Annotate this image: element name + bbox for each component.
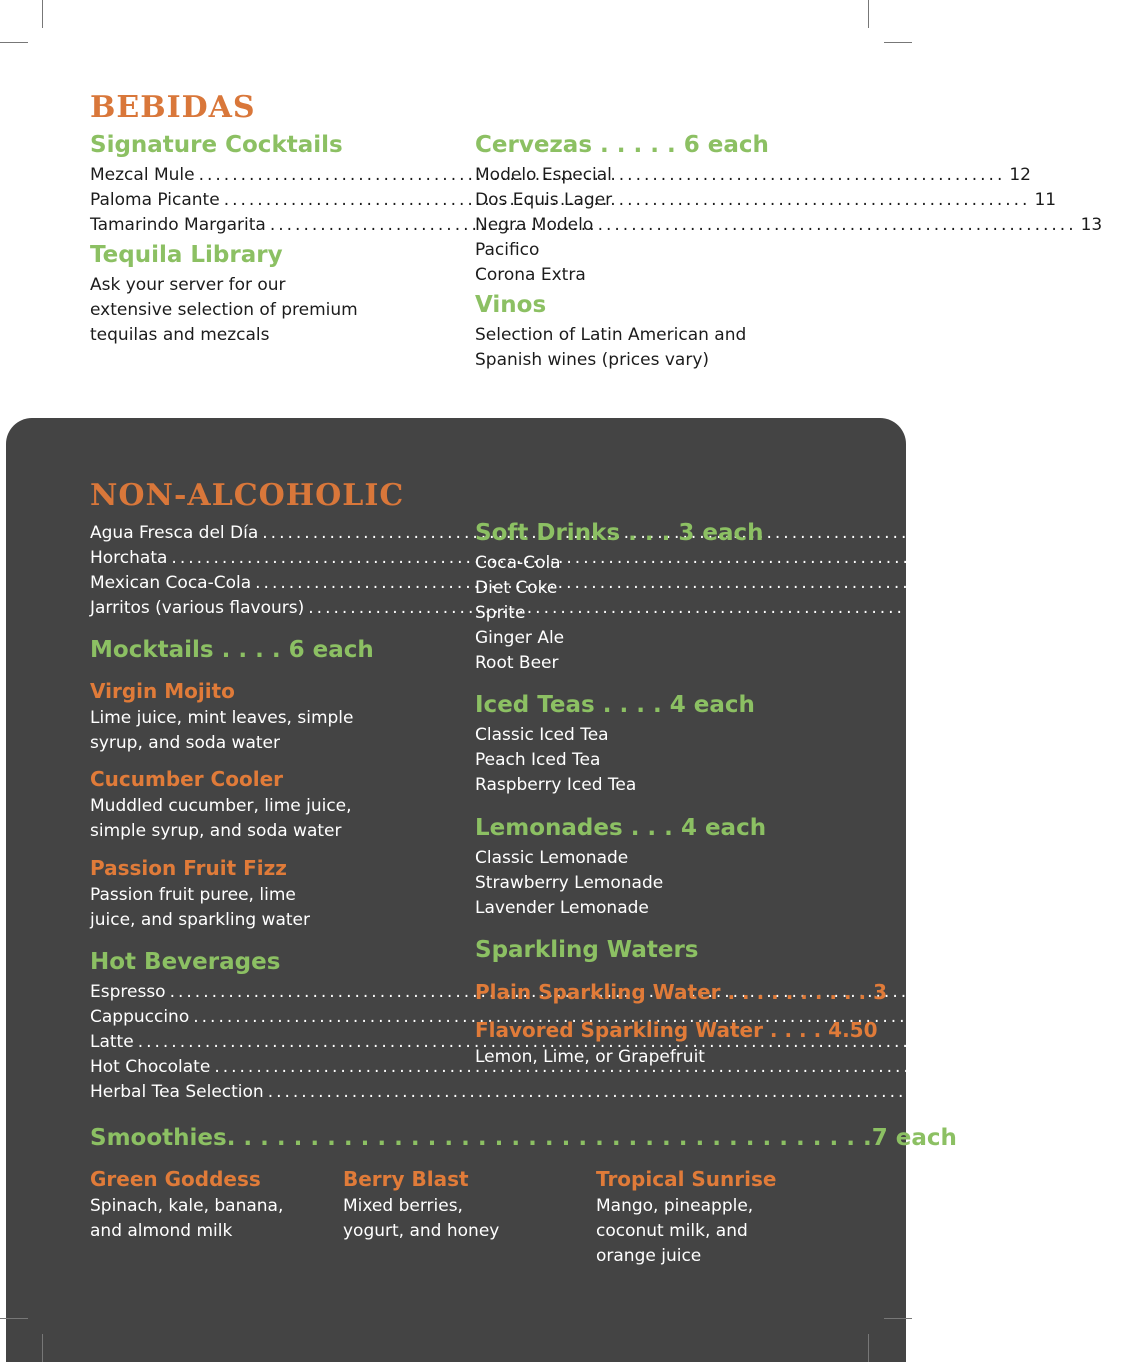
list-item: Lavender Lemonade [475, 898, 649, 918]
crop-mark [0, 1318, 28, 1319]
vinos-heading: Vinos [475, 292, 547, 318]
crop-mark [868, 0, 869, 28]
mocktail-name: Cucumber Cooler [90, 767, 283, 791]
crop-mark [42, 1334, 43, 1362]
iced-teas-list [475, 723, 636, 798]
list-item: Ginger Ale [475, 628, 565, 648]
tequila-library-heading: Tequila Library [90, 242, 283, 268]
mocktails-heading: Mocktails . . . . 6 each [90, 637, 374, 663]
lemonades-list [475, 846, 663, 921]
menu-item: Mexican Coca-Cola ..... 3 [90, 571, 434, 596]
list-item: Raspberry Iced Tea [475, 775, 637, 795]
mocktail-description: Muddled cucumber, lime juice, simple syrup, and soda water [90, 796, 352, 841]
smoothie-name: Green Goddess [90, 1167, 261, 1191]
menu-item: Cappuccino ..... 4 [90, 1005, 434, 1030]
mocktail-description: Passion fruit puree, lime juice, and sparkling water [90, 885, 310, 930]
mocktail-name: Virgin Mojito [90, 679, 235, 703]
soft-drinks-heading: Soft Drinks . . . 3 each [475, 520, 764, 546]
flavored-sparkling-description: Lemon, Lime, or Grapefruit [475, 1047, 705, 1067]
list-item: Root Beer [475, 653, 559, 673]
crop-mark [868, 1334, 869, 1362]
hot-beverages-heading: Hot Beverages [90, 949, 281, 975]
menu-item: Herbal Tea Selection ..... 3 [90, 1080, 434, 1105]
list-item: Strawberry Lemonade [475, 873, 664, 893]
smoothie-name: Berry Blast [343, 1167, 469, 1191]
mocktail-description: Lime juice, mint leaves, simple syrup, and soda water [90, 708, 354, 753]
list-item: Classic Iced Tea [475, 725, 609, 745]
soft-drinks-list [475, 551, 564, 676]
menu-item: Agua Fresca del Día ..... 4 [90, 521, 434, 546]
menu-item: Tamarindo Margarita ..... 13 [90, 213, 434, 238]
crop-mark [884, 1318, 912, 1319]
list-item: Modelo Especial [475, 165, 612, 185]
signature-cocktails-heading: Signature Cocktails [90, 132, 343, 158]
smoothie-description: Mango, pineapple, coconut milk, and orange juice [596, 1196, 754, 1266]
menu-item: Mezcal Mule ..... 12 [90, 163, 434, 188]
menu-item: Hot Chocolate ..... 4 [90, 1055, 434, 1080]
list-item: Classic Lemonade [475, 848, 629, 868]
list-item: Pacifico [475, 240, 540, 260]
mocktail-name: Passion Fruit Fizz [90, 856, 287, 880]
tequila-library-description: Ask your server for our extensive selection of premium tequilas and mezcals [90, 275, 358, 345]
menu-item: Horchata ..... 4 [90, 546, 434, 571]
crop-mark [0, 42, 28, 43]
bebidas-title: BEBIDAS [90, 90, 256, 125]
plain-sparkling-water: Plain Sparkling Water . . . . . . . . . . 3 [475, 980, 888, 1004]
list-item: Negra Modelo [475, 215, 594, 235]
smoothie-description: Mixed berries, yogurt, and honey [343, 1196, 500, 1241]
non-alcoholic-title: NON-ALCOHOLIC [90, 478, 405, 513]
list-item: Coca-Cola [475, 553, 561, 573]
crop-mark [884, 42, 912, 43]
list-item: Diet Coke [475, 578, 558, 598]
flavored-sparkling-water: Flavored Sparkling Water . . . . 4.50 [475, 1018, 878, 1042]
smoothie-name: Tropical Sunrise [596, 1167, 777, 1191]
lemonades-heading: Lemonades . . . 4 each [475, 815, 767, 841]
menu-item: Jarritos (various flavours) ..... 3 [90, 596, 434, 621]
list-item: Sprite [475, 603, 526, 623]
smoothie-description: Spinach, kale, banana, and almond milk [90, 1196, 284, 1241]
menu-item: Paloma Picante ..... 11 [90, 188, 434, 213]
list-item: Peach Iced Tea [475, 750, 601, 770]
cervezas-heading: Cervezas . . . . . 6 each [475, 132, 769, 158]
smoothies-heading: Smoothies . . . . . . . . . . . . . . . . . . . . . . . . . . . . . . . . . . . . . . . 7 each [90, 1125, 957, 1151]
vinos-description: Selection of Latin American and Spanish wines (prices vary) [475, 325, 747, 370]
iced-teas-heading: Iced Teas . . . . 4 each [475, 692, 755, 718]
crop-mark [42, 0, 43, 28]
sparkling-waters-heading: Sparkling Waters [475, 937, 699, 963]
cervezas-list [475, 163, 612, 288]
list-item: Dos Equis Lager [475, 190, 613, 210]
menu-item: Espresso ..... 3 [90, 980, 434, 1005]
menu-item: Latte ..... 4 [90, 1030, 434, 1055]
list-item: Corona Extra [475, 265, 586, 285]
